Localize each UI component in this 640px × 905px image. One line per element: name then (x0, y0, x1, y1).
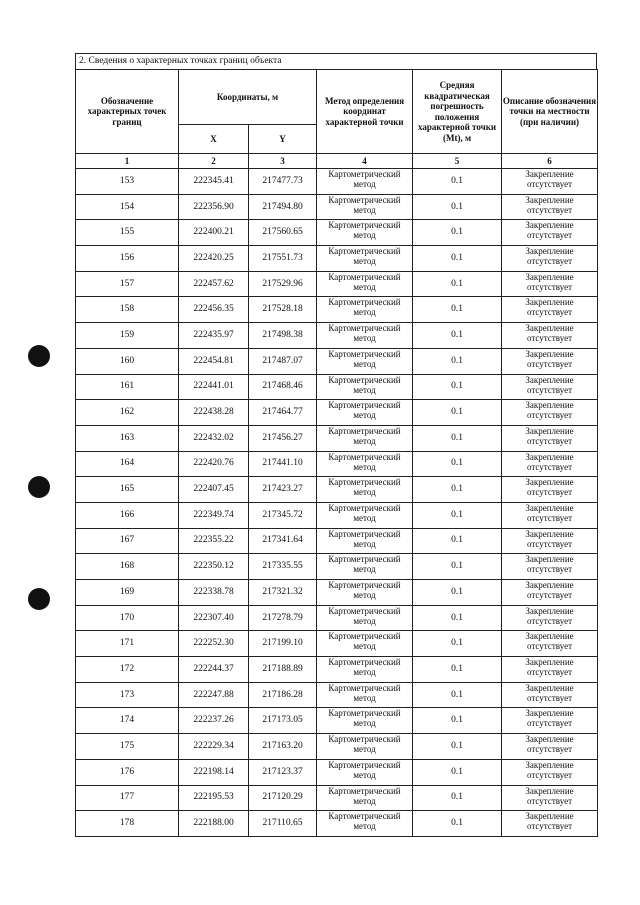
desc-cell: Закрепление отсутствует (502, 348, 598, 374)
x-cell: 222350.12 (179, 554, 249, 580)
table-row (76, 451, 598, 477)
x-cell: 222356.90 (179, 194, 249, 220)
x-cell: 222244.37 (179, 657, 249, 683)
method-cell: Картометрический метод (317, 169, 413, 195)
table-row (76, 425, 598, 451)
x-cell: 222441.01 (179, 374, 249, 400)
table-row (76, 657, 598, 683)
coordinates-sheet (75, 53, 597, 837)
header-y: Y (249, 125, 317, 154)
x-cell: 222420.25 (179, 246, 249, 272)
point-cell: 166 (76, 502, 179, 528)
point-cell: 165 (76, 477, 179, 503)
x-cell: 222407.45 (179, 477, 249, 503)
y-cell: 217498.38 (249, 323, 317, 349)
error-cell: 0.1 (413, 348, 502, 374)
point-cell: 167 (76, 528, 179, 554)
y-cell: 217464.77 (249, 400, 317, 426)
method-cell: Картометрический метод (317, 246, 413, 272)
x-cell: 222400.21 (179, 220, 249, 246)
error-cell: 0.1 (413, 734, 502, 760)
desc-cell: Закрепление отсутствует (502, 323, 598, 349)
error-cell: 0.1 (413, 297, 502, 323)
table-row (76, 502, 598, 528)
table-row (76, 220, 598, 246)
error-cell: 0.1 (413, 708, 502, 734)
table-row (76, 194, 598, 220)
point-cell: 153 (76, 169, 179, 195)
method-cell: Картометрический метод (317, 811, 413, 837)
x-cell: 222237.26 (179, 708, 249, 734)
desc-cell: Закрепление отсутствует (502, 605, 598, 631)
table-row (76, 605, 598, 631)
column-number: 3 (249, 154, 317, 169)
method-cell: Картометрический метод (317, 323, 413, 349)
point-cell: 164 (76, 451, 179, 477)
desc-cell: Закрепление отсутствует (502, 477, 598, 503)
error-cell: 0.1 (413, 194, 502, 220)
x-cell: 222456.35 (179, 297, 249, 323)
point-cell: 174 (76, 708, 179, 734)
punch-hole (28, 345, 50, 367)
table-row (76, 580, 598, 606)
y-cell: 217278.79 (249, 605, 317, 631)
point-cell: 163 (76, 425, 179, 451)
x-cell: 222229.34 (179, 734, 249, 760)
x-cell: 222454.81 (179, 348, 249, 374)
method-cell: Картометрический метод (317, 271, 413, 297)
header-x: X (179, 125, 249, 154)
desc-cell: Закрепление отсутствует (502, 169, 598, 195)
header-point: Обозначение характерных точек границ (76, 70, 179, 154)
error-cell: 0.1 (413, 785, 502, 811)
y-cell: 217560.65 (249, 220, 317, 246)
error-cell: 0.1 (413, 657, 502, 683)
table-row (76, 708, 598, 734)
y-cell: 217441.10 (249, 451, 317, 477)
y-cell: 217188.89 (249, 657, 317, 683)
desc-cell: Закрепление отсутствует (502, 220, 598, 246)
column-number: 5 (413, 154, 502, 169)
y-cell: 217423.27 (249, 477, 317, 503)
method-cell: Картометрический метод (317, 554, 413, 580)
x-cell: 222435.97 (179, 323, 249, 349)
header-error: Средняя квадратическая погрешность положения характерной точки (Mt), м (413, 70, 502, 154)
desc-cell: Закрепление отсутствует (502, 400, 598, 426)
method-cell: Картометрический метод (317, 400, 413, 426)
method-cell: Картометрический метод (317, 220, 413, 246)
table-row (76, 528, 598, 554)
column-number: 4 (317, 154, 413, 169)
y-cell: 217199.10 (249, 631, 317, 657)
y-cell: 217110.65 (249, 811, 317, 837)
header-desc: Описание обозначения точки на местности (при наличии) (502, 70, 598, 154)
y-cell: 217477.73 (249, 169, 317, 195)
method-cell: Картометрический метод (317, 734, 413, 760)
desc-cell: Закрепление отсутствует (502, 297, 598, 323)
desc-cell: Закрепление отсутствует (502, 631, 598, 657)
punch-hole (28, 588, 50, 610)
column-number: 2 (179, 154, 249, 169)
method-cell: Картометрический метод (317, 374, 413, 400)
method-cell: Картометрический метод (317, 657, 413, 683)
method-cell: Картометрический метод (317, 528, 413, 554)
error-cell: 0.1 (413, 477, 502, 503)
desc-cell: Закрепление отсутствует (502, 580, 598, 606)
x-cell: 222198.14 (179, 759, 249, 785)
desc-cell: Закрепление отсутствует (502, 528, 598, 554)
table-row (76, 374, 598, 400)
y-cell: 217321.32 (249, 580, 317, 606)
header-coords: Координаты, м (179, 70, 317, 125)
column-numbers-row (76, 154, 598, 169)
point-cell: 162 (76, 400, 179, 426)
method-cell: Картометрический метод (317, 631, 413, 657)
table-row (76, 631, 598, 657)
desc-cell: Закрепление отсутствует (502, 271, 598, 297)
x-cell: 222188.00 (179, 811, 249, 837)
desc-cell: Закрепление отсутствует (502, 734, 598, 760)
y-cell: 217468.46 (249, 374, 317, 400)
x-cell: 222307.40 (179, 605, 249, 631)
error-cell: 0.1 (413, 605, 502, 631)
point-cell: 175 (76, 734, 179, 760)
column-number: 6 (502, 154, 598, 169)
table-row (76, 246, 598, 272)
error-cell: 0.1 (413, 374, 502, 400)
method-cell: Картометрический метод (317, 477, 413, 503)
method-cell: Картометрический метод (317, 502, 413, 528)
point-cell: 168 (76, 554, 179, 580)
error-cell: 0.1 (413, 271, 502, 297)
y-cell: 217528.18 (249, 297, 317, 323)
table-row (76, 169, 598, 195)
boundary-points-table (75, 69, 598, 837)
error-cell: 0.1 (413, 220, 502, 246)
desc-cell: Закрепление отсутствует (502, 708, 598, 734)
error-cell: 0.1 (413, 631, 502, 657)
point-cell: 178 (76, 811, 179, 837)
desc-cell: Закрепление отсутствует (502, 759, 598, 785)
desc-cell: Закрепление отсутствует (502, 554, 598, 580)
y-cell: 217123.37 (249, 759, 317, 785)
method-cell: Картометрический метод (317, 785, 413, 811)
y-cell: 217335.55 (249, 554, 317, 580)
point-cell: 154 (76, 194, 179, 220)
table-body (76, 169, 598, 837)
method-cell: Картометрический метод (317, 682, 413, 708)
point-cell: 172 (76, 657, 179, 683)
table-row (76, 323, 598, 349)
desc-cell: Закрепление отсутствует (502, 425, 598, 451)
error-cell: 0.1 (413, 528, 502, 554)
error-cell: 0.1 (413, 811, 502, 837)
method-cell: Картометрический метод (317, 451, 413, 477)
desc-cell: Закрепление отсутствует (502, 682, 598, 708)
y-cell: 217186.28 (249, 682, 317, 708)
x-cell: 222420.76 (179, 451, 249, 477)
error-cell: 0.1 (413, 554, 502, 580)
error-cell: 0.1 (413, 400, 502, 426)
error-cell: 0.1 (413, 451, 502, 477)
point-cell: 161 (76, 374, 179, 400)
table-row (76, 348, 598, 374)
table-row (76, 759, 598, 785)
point-cell: 160 (76, 348, 179, 374)
column-number: 1 (76, 154, 179, 169)
x-cell: 222195.53 (179, 785, 249, 811)
desc-cell: Закрепление отсутствует (502, 451, 598, 477)
section-title: 2. Сведения о характерных точках границ объекта (75, 53, 597, 69)
y-cell: 217173.05 (249, 708, 317, 734)
method-cell: Картометрический метод (317, 297, 413, 323)
table-row (76, 811, 598, 837)
point-cell: 157 (76, 271, 179, 297)
table-row (76, 554, 598, 580)
desc-cell: Закрепление отсутствует (502, 194, 598, 220)
error-cell: 0.1 (413, 323, 502, 349)
table-row (76, 682, 598, 708)
method-cell: Картометрический метод (317, 348, 413, 374)
desc-cell: Закрепление отсутствует (502, 811, 598, 837)
y-cell: 217529.96 (249, 271, 317, 297)
method-cell: Картометрический метод (317, 425, 413, 451)
method-cell: Картометрический метод (317, 759, 413, 785)
y-cell: 217494.80 (249, 194, 317, 220)
error-cell: 0.1 (413, 169, 502, 195)
error-cell: 0.1 (413, 759, 502, 785)
error-cell: 0.1 (413, 580, 502, 606)
point-cell: 156 (76, 246, 179, 272)
point-cell: 155 (76, 220, 179, 246)
y-cell: 217341.64 (249, 528, 317, 554)
y-cell: 217551.73 (249, 246, 317, 272)
table-row (76, 271, 598, 297)
y-cell: 217163.20 (249, 734, 317, 760)
point-cell: 159 (76, 323, 179, 349)
point-cell: 173 (76, 682, 179, 708)
point-cell: 176 (76, 759, 179, 785)
x-cell: 222355.22 (179, 528, 249, 554)
point-cell: 169 (76, 580, 179, 606)
x-cell: 222432.02 (179, 425, 249, 451)
table-row (76, 734, 598, 760)
x-cell: 222345.41 (179, 169, 249, 195)
x-cell: 222338.78 (179, 580, 249, 606)
y-cell: 217487.07 (249, 348, 317, 374)
y-cell: 217345.72 (249, 502, 317, 528)
table-row (76, 297, 598, 323)
table-row (76, 400, 598, 426)
desc-cell: Закрепление отсутствует (502, 374, 598, 400)
desc-cell: Закрепление отсутствует (502, 502, 598, 528)
point-cell: 171 (76, 631, 179, 657)
error-cell: 0.1 (413, 682, 502, 708)
error-cell: 0.1 (413, 425, 502, 451)
point-cell: 158 (76, 297, 179, 323)
x-cell: 222457.62 (179, 271, 249, 297)
desc-cell: Закрепление отсутствует (502, 657, 598, 683)
table-row (76, 477, 598, 503)
error-cell: 0.1 (413, 246, 502, 272)
point-cell: 170 (76, 605, 179, 631)
desc-cell: Закрепление отсутствует (502, 246, 598, 272)
method-cell: Картометрический метод (317, 580, 413, 606)
method-cell: Картометрический метод (317, 194, 413, 220)
y-cell: 217456.27 (249, 425, 317, 451)
punch-hole (28, 476, 50, 498)
desc-cell: Закрепление отсутствует (502, 785, 598, 811)
method-cell: Картометрический метод (317, 605, 413, 631)
method-cell: Картометрический метод (317, 708, 413, 734)
table-row (76, 785, 598, 811)
header-method: Метод определения координат характерной точки (317, 70, 413, 154)
error-cell: 0.1 (413, 502, 502, 528)
x-cell: 222247.88 (179, 682, 249, 708)
y-cell: 217120.29 (249, 785, 317, 811)
x-cell: 222438.28 (179, 400, 249, 426)
point-cell: 177 (76, 785, 179, 811)
x-cell: 222252.30 (179, 631, 249, 657)
x-cell: 222349.74 (179, 502, 249, 528)
